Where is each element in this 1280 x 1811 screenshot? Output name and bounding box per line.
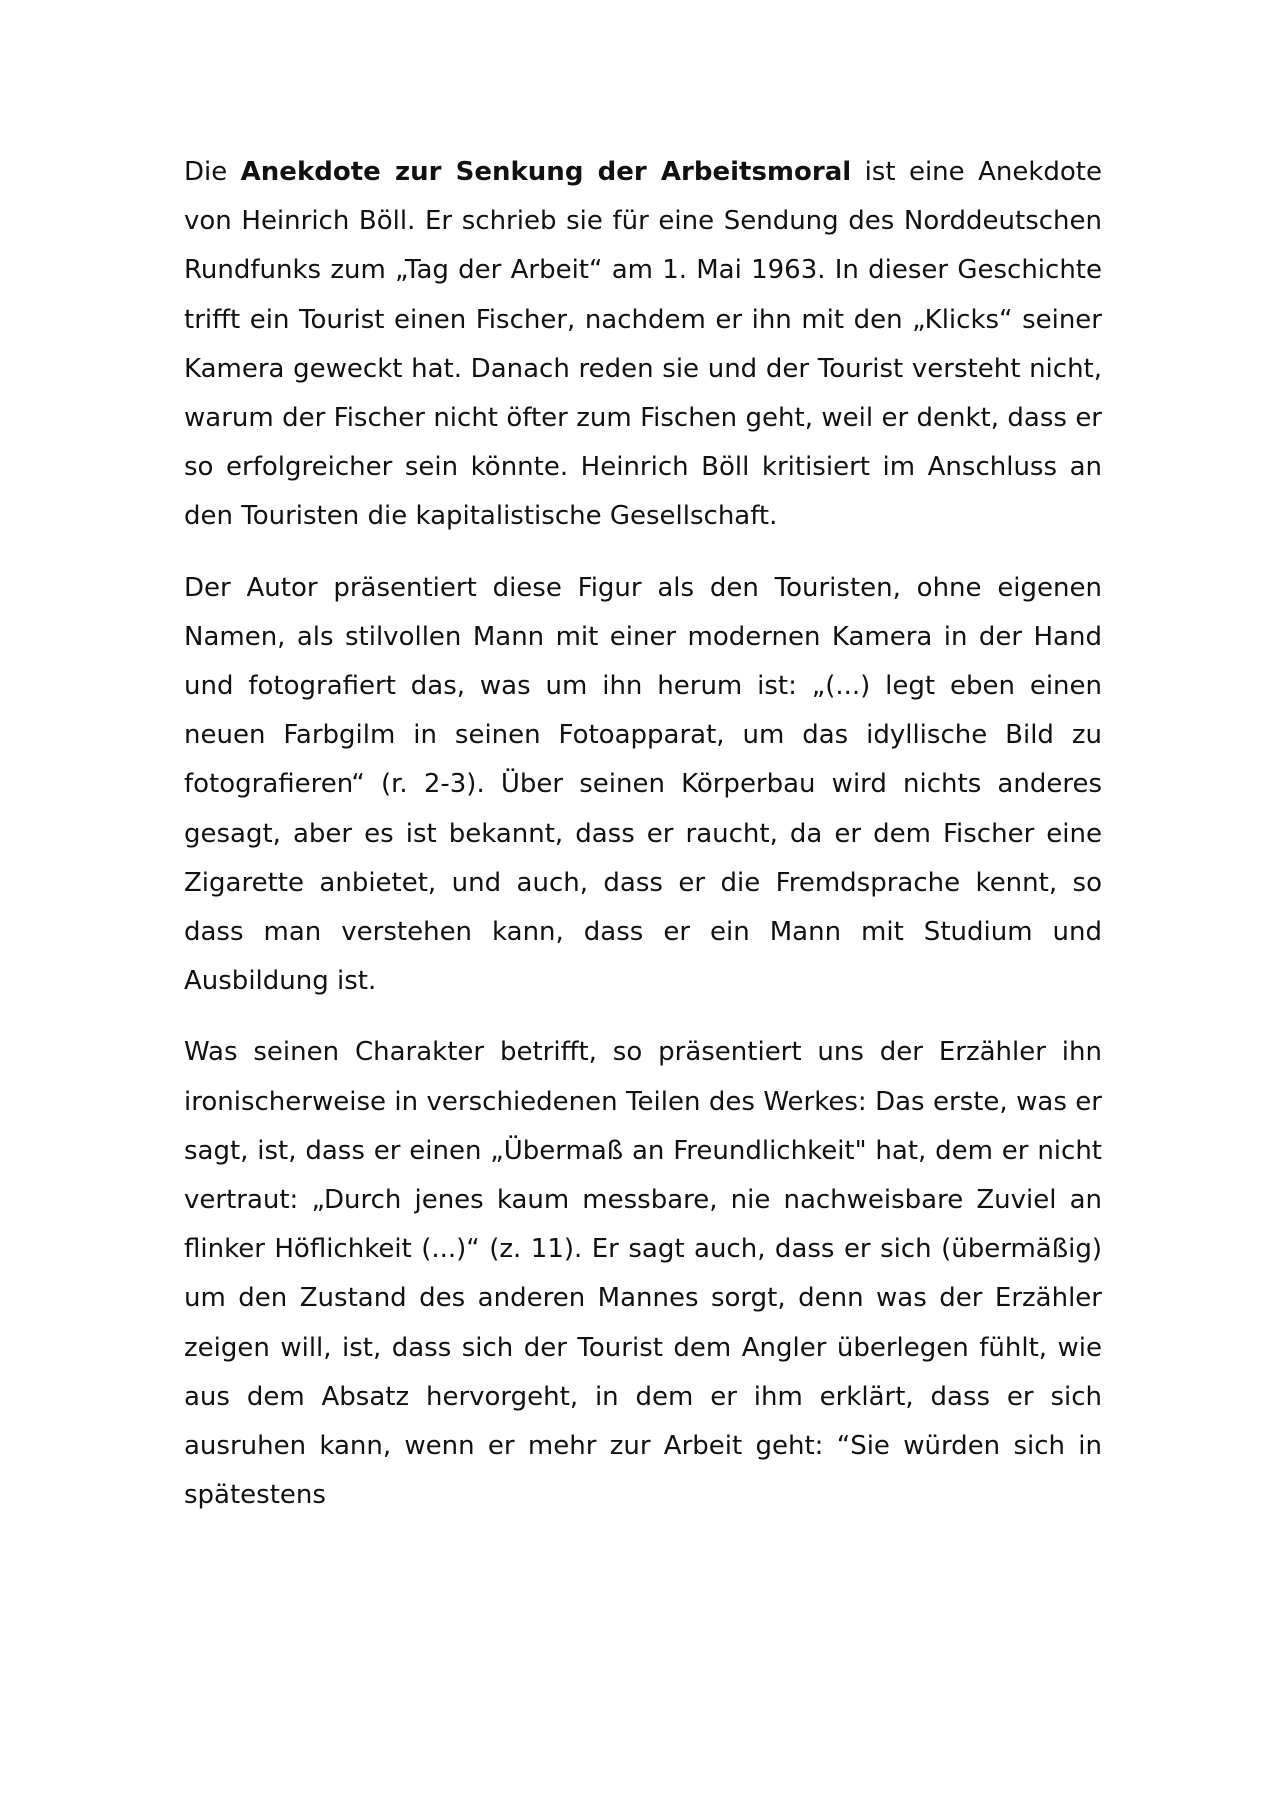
paragraph-3: Was seinen Charakter betrifft, so präsentiert uns der Erzähler ihn ironischerweise in verschiedenen Teilen des Werkes: Das erste, was er sagt, ist, dass er einen „Übermaß an Freundlichkeit" hat, dem er nicht vertraut: „Durch jenes kaum messbare, nie nachweisbare Zuviel an flinker Höflichkeit (...)“ (z. 11). Er sagt auch, dass er sich (übermäßig) um den Zustand des anderen Mannes sorgt, denn was der Erzähler zeigen will, ist, dass sich der Tourist dem Angler überlegen fühlt, wie aus dem Absatz hervorgeht, in dem er ihm erklärt, dass er sich ausruhen kann, wenn er mehr zur Arbeit geht: “Sie würden sich in spätestens [184,1037,1102,1511]
paragraph-1-title-bold: Anekdote zur Senkung der Arbeitsmoral [240,157,852,187]
paragraph-1-rest: ist eine Anekdote von Heinrich Böll. Er schrieb sie für eine Sendung des Norddeutschen Rundfunks zum „Tag der Arbeit“ am 1. Mai 1963. In dieser Geschichte trifft ein Tourist einen Fischer, nachdem er ihn mit den „Klicks“ seiner Kamera geweckt hat. Danach reden sie und der Tourist versteht nicht, warum der Fischer nicht öfter zum Fischen geht, weil er denkt, dass er so erfolgreicher sein könnte. Heinrich Böll kritisiert im Anschluss an den Touristen die kapitalistische Gesellschaft. [184,157,1102,532]
paragraph-1 [184,148,1102,542]
document-body [184,148,1102,1542]
paragraph-2: Der Autor präsentiert diese Figur als den Touristen, ohne eigenen Namen, als stilvollen Mann mit einer modernen Kamera in der Hand und fotografiert das, was um ihn herum ist: „(...) legt eben einen neuen Farbgilm in seinen Fotoapparat, um das idyllische Bild zu fotografieren“ (r. 2-3). Über seinen Körperbau wird nichts anderes gesagt, aber es ist bekannt, dass er raucht, da er dem Fischer eine Zigarette anbietet, und auch, dass er die Fremdsprache kennt, so dass man verstehen kann, dass er ein Mann mit Studium und Ausbildung ist. [184,572,1102,997]
paragraph-1-lead: Die [184,157,241,187]
